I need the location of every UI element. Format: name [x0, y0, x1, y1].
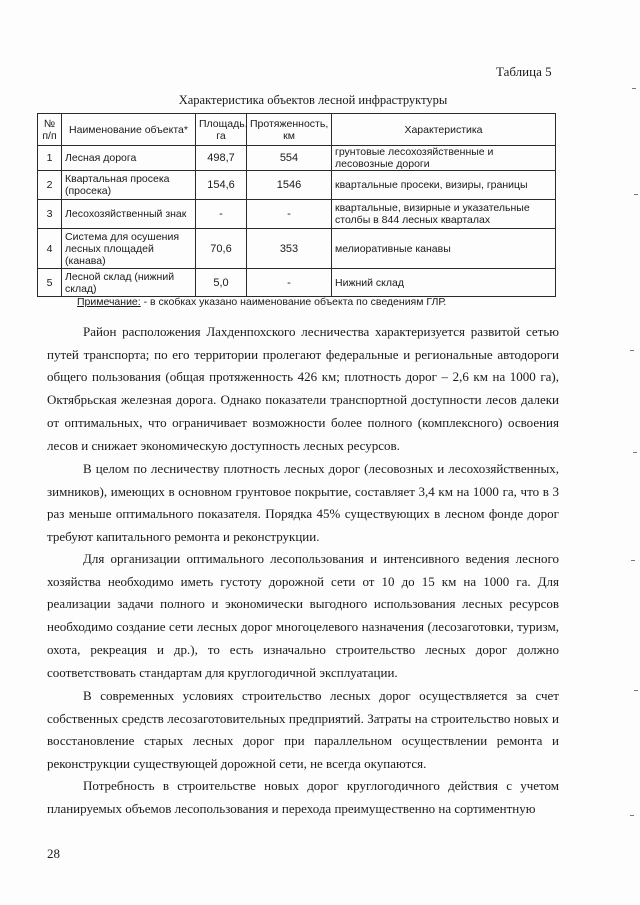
table-title: Характеристика объектов лесной инфраструктуры: [178, 93, 448, 107]
header-description: Характеристика: [332, 114, 556, 146]
row-description: мелиоративные канавы: [332, 229, 556, 269]
body-paragraph: [47, 548, 559, 684]
row-area: 5,0: [196, 269, 247, 297]
note-label: Примечание:: [77, 296, 141, 308]
paragraph-text: В целом по лесничеству плотность лесных дорог (лесовозных и лесохозяйственных, зимников), имеющих в основном грунтовое покрытие, составляет 3,4 км на 1000 га, что в 3 раз меньше оптимального показателя. Порядка 45% существующих в лесном фонде дорог требуют капитального ремонта и реконструкции.: [47, 461, 559, 545]
row-number: 3: [38, 200, 62, 229]
row-area: 154,6: [196, 171, 247, 200]
header-length: Протяженность, км: [247, 114, 332, 146]
page-number: 28: [47, 846, 60, 861]
scan-margin-mark: [634, 194, 638, 195]
row-number: 2: [38, 171, 62, 200]
table-row: [38, 229, 556, 269]
row-length: -: [247, 269, 332, 297]
row-description: квартальные, визирные и указательные столбы в 844 лесных кварталах: [332, 200, 556, 229]
header-name: Наименование объекта*: [62, 114, 196, 146]
row-area: 498,7: [196, 146, 247, 171]
body-paragraph: [47, 775, 559, 820]
paragraph-text: Потребность в строительстве новых дорог круглогодичного действия с учетом планируемых объемов лесопользования и перехода преимущественно на сортиментную: [47, 778, 559, 816]
table-note: [77, 296, 446, 308]
row-number: 4: [38, 229, 62, 269]
row-area: -: [196, 200, 247, 229]
paragraph-text: Для организации оптимального лесопользования и интенсивного ведения лесного хозяйства необходимо иметь густоту дорожной сети от 10 до 15 км на 1000 га. Для реализации задачи полного и экономически выгодного использования лесных ресурсов необходимо создание сети лесных дорог многоцелевого назначения (лесозаготовки, туризм, охота, рекреация и др.), то есть изначально строительство лесных дорог должно соответствовать стандартам для круглогодичной эксплуатации.: [47, 551, 559, 680]
table-row: [38, 269, 556, 297]
row-length: 554: [247, 146, 332, 171]
header-area: Площадь, га: [196, 114, 247, 146]
scan-margin-mark: [634, 690, 638, 691]
row-number: 5: [38, 269, 62, 297]
row-area: 70,6: [196, 229, 247, 269]
row-name: Лесной склад (нижний склад): [62, 269, 196, 297]
body-paragraph: [47, 321, 559, 457]
infrastructure-table: [37, 113, 556, 297]
header-number: № п/п: [38, 114, 62, 146]
row-description: грунтовые лесохозяйственные и лесовозные дороги: [332, 146, 556, 171]
note-text: - в скобках указано наименование объекта по сведениям ГЛР.: [140, 296, 447, 308]
row-name: Система для осушения лесных площадей (канава): [62, 229, 196, 269]
table-row: [38, 171, 556, 200]
table-header-row: [38, 114, 556, 146]
row-name: Квартальная просека (просека): [62, 171, 196, 200]
body-paragraph: [47, 685, 559, 776]
scan-margin-mark: [630, 350, 634, 351]
row-number: 1: [38, 146, 62, 171]
row-name: Лесохозяйственный знак: [62, 200, 196, 229]
table-row: [38, 200, 556, 229]
row-name: Лесная дорога: [62, 146, 196, 171]
scan-margin-mark: [633, 452, 637, 453]
scan-margin-mark: [630, 815, 634, 816]
table-label: Таблица 5: [496, 64, 552, 79]
scan-margin-mark: [632, 88, 636, 89]
scan-margin-mark: [631, 560, 635, 561]
row-length: 353: [247, 229, 332, 269]
body-paragraph: [47, 458, 559, 549]
table-row: [38, 146, 556, 171]
row-length: 1546: [247, 171, 332, 200]
paragraph-text: В современных условиях строительство лесных дорог осуществляется за счет собственных средств лесозаготовительных предприятий. Затраты на строительство новых и восстановление старых лесных дорог при параллельном осуществлении ремонта и реконструкции существующей дорожной сети, не всегда окупаются.: [47, 688, 559, 772]
paragraph-text: Район расположения Лахденпохского лесничества характеризуется развитой сетью путей транспорта; по его территории пролегают федеральные и региональные автодороги общего пользования (общая протяженность 426 км; плотность дорог – 2,6 км на 1000 га), Октябрьская железная дорога. Однако показатели транспортной доступности лесов далеки от оптимальных, что ограничивает возможности более полного (комплексного) освоения лесов и снижает экономическую доступность лесных ресурсов.: [47, 324, 559, 453]
row-description: Нижний склад: [332, 269, 556, 297]
row-description: квартальные просеки, визиры, границы: [332, 171, 556, 200]
row-length: -: [247, 200, 332, 229]
